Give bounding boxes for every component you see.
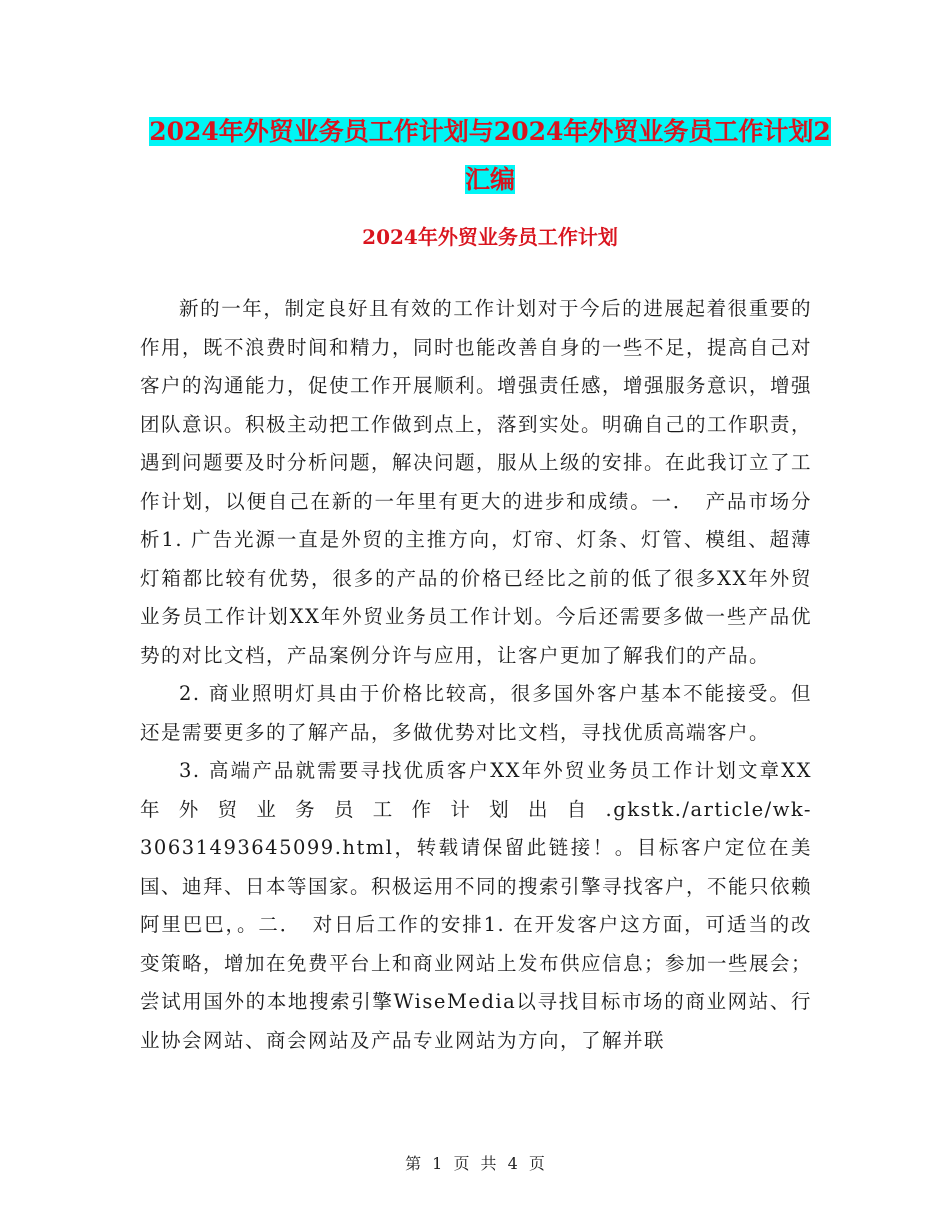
document-body: [140, 290, 812, 1060]
page-footer: 第 1 页 共 4 页: [405, 1154, 545, 1173]
paragraph-intro: 新的一年，制定良好且有效的工作计划对于今后的进展起着很重要的作用，既不浪费时间和精力，同时也能改善自身的一些不足，提高自己对客户的沟通能力，促使工作开展顺利。增强责任感，增强服务意识，增强团队意识。积极主动把工作做到点上，落到实处。明确自己的工作职责，遇到问题要及时分析问题，解决问题，服从上级的安排。在此我订立了工作计划，以便自己在新的一年里有更大的进步和成绩。一． 产品市场分析1. 广告光源一直是外贸的主推方向，灯帘、灯条、灯管、模组、超薄灯箱都比较有优势，很多的产品的价格已经比之前的低了很多XX年外贸业务员工作计划XX年外贸业务员工作计划。今后还需要多做一些产品优势的对比文档，产品案例分许与应用，让客户更加了解我们的产品。: [140, 297, 813, 667]
document-title: [140, 108, 840, 204]
document-title-text: 2024年外贸业务员工作计划与2024年外贸业务员工作计划2汇编: [149, 117, 831, 194]
paragraph-item-2: 2. 商业照明灯具由于价格比较高，很多国外客户基本不能接受。但还是需要更多的了解产品，多做优势对比文档，寻找优质高端客户。: [140, 682, 812, 744]
section-title: 2024年外贸业务员工作计划: [362, 225, 618, 249]
paragraph-item-3: 3. 高端产品就需要寻找优质客户XX年外贸业务员工作计划文章XX年外贸业务员工作计划出自.gkstk./article/wk-30631493645099.html，转载请保留此链接！。目标客户定位在美国、迪拜、日本等国家。积极运用不同的搜索引擎寻找客户，不能只依赖阿里巴巴，。二． 对日后工作的安排1. 在开发客户这方面，可适当的改变策略，增加在免费平台上和商业网站上发布供应信息；参加一些展会；尝试用国外的本地搜索引擎WiseMedia以寻找目标市场的商业网站、行业协会网站、商会网站及产品专业网站为方向，了解并联: [140, 759, 813, 1052]
